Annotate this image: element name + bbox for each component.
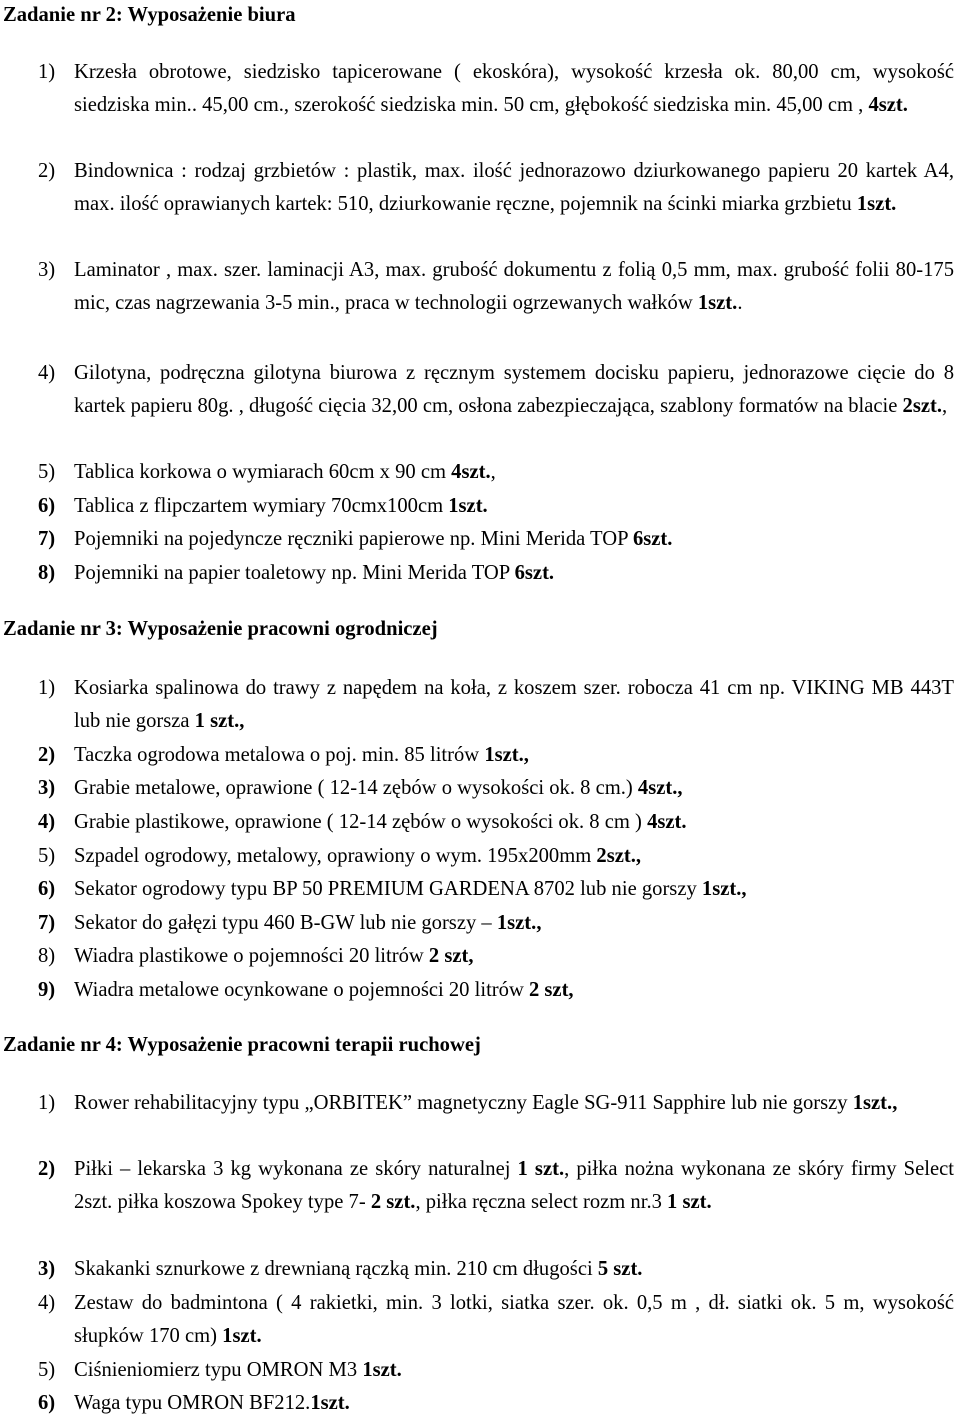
quantity-text: 2 szt, — [528, 979, 574, 1001]
item-number: 4) — [38, 1292, 56, 1314]
quantity-text: 4szt. — [868, 94, 908, 116]
item-number: 2) — [38, 160, 56, 182]
item-description — [74, 1087, 958, 1120]
item-text: . — [737, 292, 743, 314]
quantity-text: 1szt. — [362, 1359, 402, 1381]
list-item — [0, 739, 958, 772]
item-text: Tablica z flipczartem wymiary 70cmx100cm — [74, 495, 449, 517]
item-description — [74, 672, 958, 738]
item-text: , — [942, 395, 948, 417]
list-item — [0, 1387, 958, 1420]
quantity-text: 1szt., — [496, 912, 542, 934]
list-item — [0, 840, 958, 873]
item-number: 1) — [38, 61, 56, 83]
list-item — [0, 873, 958, 906]
item-text: Wiadra metalowe ocynkowane o pojemności 20 litrów — [74, 979, 529, 1001]
quantity-text: 1szt. — [856, 193, 897, 215]
item-number: 1) — [38, 1092, 56, 1114]
quantity-text: 4szt. — [451, 461, 491, 483]
item-number: 8) — [38, 562, 56, 584]
list-item — [0, 490, 958, 523]
item-description — [74, 523, 958, 556]
item-number: 6) — [38, 878, 56, 900]
item-description — [74, 974, 958, 1007]
item-text: Tablica korkowa o wymiarach 60cm x 90 cm — [74, 461, 452, 483]
quantity-text: 1szt. — [222, 1325, 262, 1347]
item-text: Grabie metalowe, oprawione ( 12-14 zębów o wysokości ok. 8 cm.) — [74, 777, 638, 799]
item-text: Sekator do gałęzi typu 460 B-GW lub nie gorszy – — [74, 912, 497, 934]
list-item — [0, 672, 958, 738]
list-item — [0, 523, 958, 556]
item-number: 7) — [38, 528, 56, 550]
item-description — [74, 772, 958, 805]
item-description — [74, 357, 958, 423]
item-description — [74, 940, 958, 973]
list-item — [0, 254, 958, 320]
item-text: Pojemniki na pojedyncze ręczniki papierowe np. Mini Merida TOP — [74, 528, 633, 550]
item-description — [74, 739, 958, 772]
item-text: Zestaw do badmintona ( 4 rakietki, min. 3 lotki, siatka szer. ok. 0,5 m , dł. siatki ok. 5 m, wysokość słupków 170 cm) — [74, 1292, 954, 1347]
item-description — [74, 873, 958, 906]
item-number: 8) — [38, 945, 56, 967]
list-item — [0, 1287, 958, 1353]
quantity-text: 2 szt. — [370, 1191, 416, 1213]
list-item — [0, 155, 958, 221]
quantity-text: 6szt. — [514, 562, 555, 584]
item-number: 6) — [38, 1392, 56, 1414]
item-description — [74, 557, 958, 590]
item-text: Skakanki sznurkowe z drewnianą rączką min. 210 cm długości — [74, 1258, 598, 1280]
item-text: , piłka nożna wykonana ze skóry firmy Select 2szt. piłka koszowa Spokey type 7- — [74, 1158, 954, 1213]
quantity-text: 4szt., — [637, 777, 683, 799]
item-description — [74, 56, 958, 122]
item-number: 2) — [38, 1158, 56, 1180]
item-number: 5) — [38, 461, 56, 483]
section-heading-garden: Zadanie nr 3: Wyposażenie pracowni ogrodniczej — [3, 618, 438, 640]
item-description — [74, 840, 958, 873]
list-item — [0, 974, 958, 1007]
quantity-text: 2szt. — [902, 395, 943, 417]
list-item — [0, 1087, 958, 1120]
quantity-text: 1szt., — [484, 744, 529, 766]
list-item — [0, 56, 958, 122]
item-number: 7) — [38, 912, 56, 934]
quantity-text: 1szt. — [697, 292, 738, 314]
quantity-text: 1 szt. — [667, 1191, 712, 1213]
item-number: 3) — [38, 259, 56, 281]
item-number: 3) — [38, 1258, 56, 1280]
item-text: Waga typu OMRON BF212. — [74, 1392, 311, 1414]
section-heading-therapy: Zadanie nr 4: Wyposażenie pracowni terapii ruchowej — [3, 1034, 481, 1056]
item-number: 2) — [38, 744, 56, 766]
quantity-text: 4szt. — [647, 811, 687, 833]
item-description — [74, 155, 958, 221]
list-item — [0, 557, 958, 590]
quantity-text: 1szt. — [310, 1392, 350, 1414]
item-text: Ciśnieniomierz typu OMRON M3 — [74, 1359, 363, 1381]
list-item — [0, 1253, 958, 1286]
item-description — [74, 1253, 958, 1286]
item-text: Pojemniki na papier toaletowy np. Mini Merida TOP — [74, 562, 515, 584]
item-number: 4) — [38, 362, 56, 384]
item-number: 1) — [38, 677, 56, 699]
item-description — [74, 907, 958, 940]
item-description — [74, 456, 958, 489]
item-number: 3) — [38, 777, 56, 799]
item-text: Piłki – lekarska 3 kg wykonana ze skóry naturalnej — [74, 1158, 518, 1180]
item-number: 4) — [38, 811, 56, 833]
item-description — [74, 490, 958, 523]
section-heading-office: Zadanie nr 2: Wyposażenie biura — [3, 4, 296, 26]
item-description — [74, 254, 958, 320]
item-text: Bindownica : rodzaj grzbietów : plastik, max. ilość jednorazowo dziurkowanego papieru 20 kartek A4, max. ilość oprawianych kartek: 510, dziurkowanie ręczne, pojemnik na ścinki miarka grzbietu — [74, 160, 954, 215]
quantity-text: 2 szt, — [428, 945, 474, 967]
item-text: , piłka ręczna select rozm nr.3 — [415, 1191, 668, 1213]
item-text: Rower rehabilitacyjny typu „ORBITEK” magnetyczny Eagle SG-911 Sapphire lub nie gorszy — [74, 1092, 853, 1114]
list-item — [0, 1354, 958, 1387]
item-description — [74, 1354, 958, 1387]
item-description — [74, 806, 958, 839]
item-text: Wiadra plastikowe o pojemności 20 litrów — [74, 945, 429, 967]
item-text: Taczka ogrodowa metalowa o poj. min. 85 litrów — [74, 744, 485, 766]
item-description — [74, 1387, 958, 1420]
list-item — [0, 806, 958, 839]
quantity-text: 2szt., — [596, 845, 642, 867]
quantity-text: 1szt. — [448, 495, 488, 517]
item-text: Szpadel ogrodowy, metalowy, oprawiony o wym. 195x200mm — [74, 845, 597, 867]
quantity-text: 1 szt. — [517, 1158, 565, 1180]
item-text: Laminator , max. szer. laminacji A3, max. grubość dokumentu z folią 0,5 mm, max. grubość folii 80-175 mic, czas nagrzewania 3-5 min., praca w technologii ogrzewanych wałków — [74, 259, 954, 314]
list-item — [0, 940, 958, 973]
list-item — [0, 772, 958, 805]
item-text: Kosiarka spalinowa do trawy z napędem na koła, z koszem szer. robocza 41 cm np. VIKING MB 443T lub nie gorsza — [74, 677, 954, 732]
item-text: , — [490, 461, 496, 483]
quantity-text: 1szt., — [701, 878, 747, 900]
list-item — [0, 1153, 958, 1219]
item-text: Gilotyna, podręczna gilotyna biurowa z ręcznym systemem docisku papieru, jednorazowe cięcie do 8 kartek papieru 80g. , długość cięcia 32,00 cm, osłona zabezpieczająca, szablony formatów na blacie — [74, 362, 954, 417]
item-text: Grabie plastikowe, oprawione ( 12-14 zębów o wysokości ok. 8 cm ) — [74, 811, 648, 833]
quantity-text: 1 szt., — [194, 710, 245, 732]
item-number: 9) — [38, 979, 56, 1001]
list-item — [0, 357, 958, 423]
quantity-text: 1szt., — [852, 1092, 898, 1114]
item-description — [74, 1153, 958, 1219]
list-item — [0, 907, 958, 940]
item-number: 5) — [38, 845, 56, 867]
item-number: 6) — [38, 495, 56, 517]
quantity-text: 5 szt. — [597, 1258, 643, 1280]
item-text: Krzesła obrotowe, siedzisko tapicerowane ( ekoskóra), wysokość krzesła ok. 80,00 cm, wysokość siedziska min.. 45,00 cm., szerokość siedziska min. 50 cm, głębokość siedziska min. 45,00 cm , — [74, 61, 954, 116]
item-text: Sekator ogrodowy typu BP 50 PREMIUM GARDENA 8702 lub nie gorszy — [74, 878, 702, 900]
quantity-text: 6szt. — [632, 528, 673, 550]
list-item — [0, 456, 958, 489]
item-number: 5) — [38, 1359, 56, 1381]
item-description — [74, 1287, 958, 1353]
